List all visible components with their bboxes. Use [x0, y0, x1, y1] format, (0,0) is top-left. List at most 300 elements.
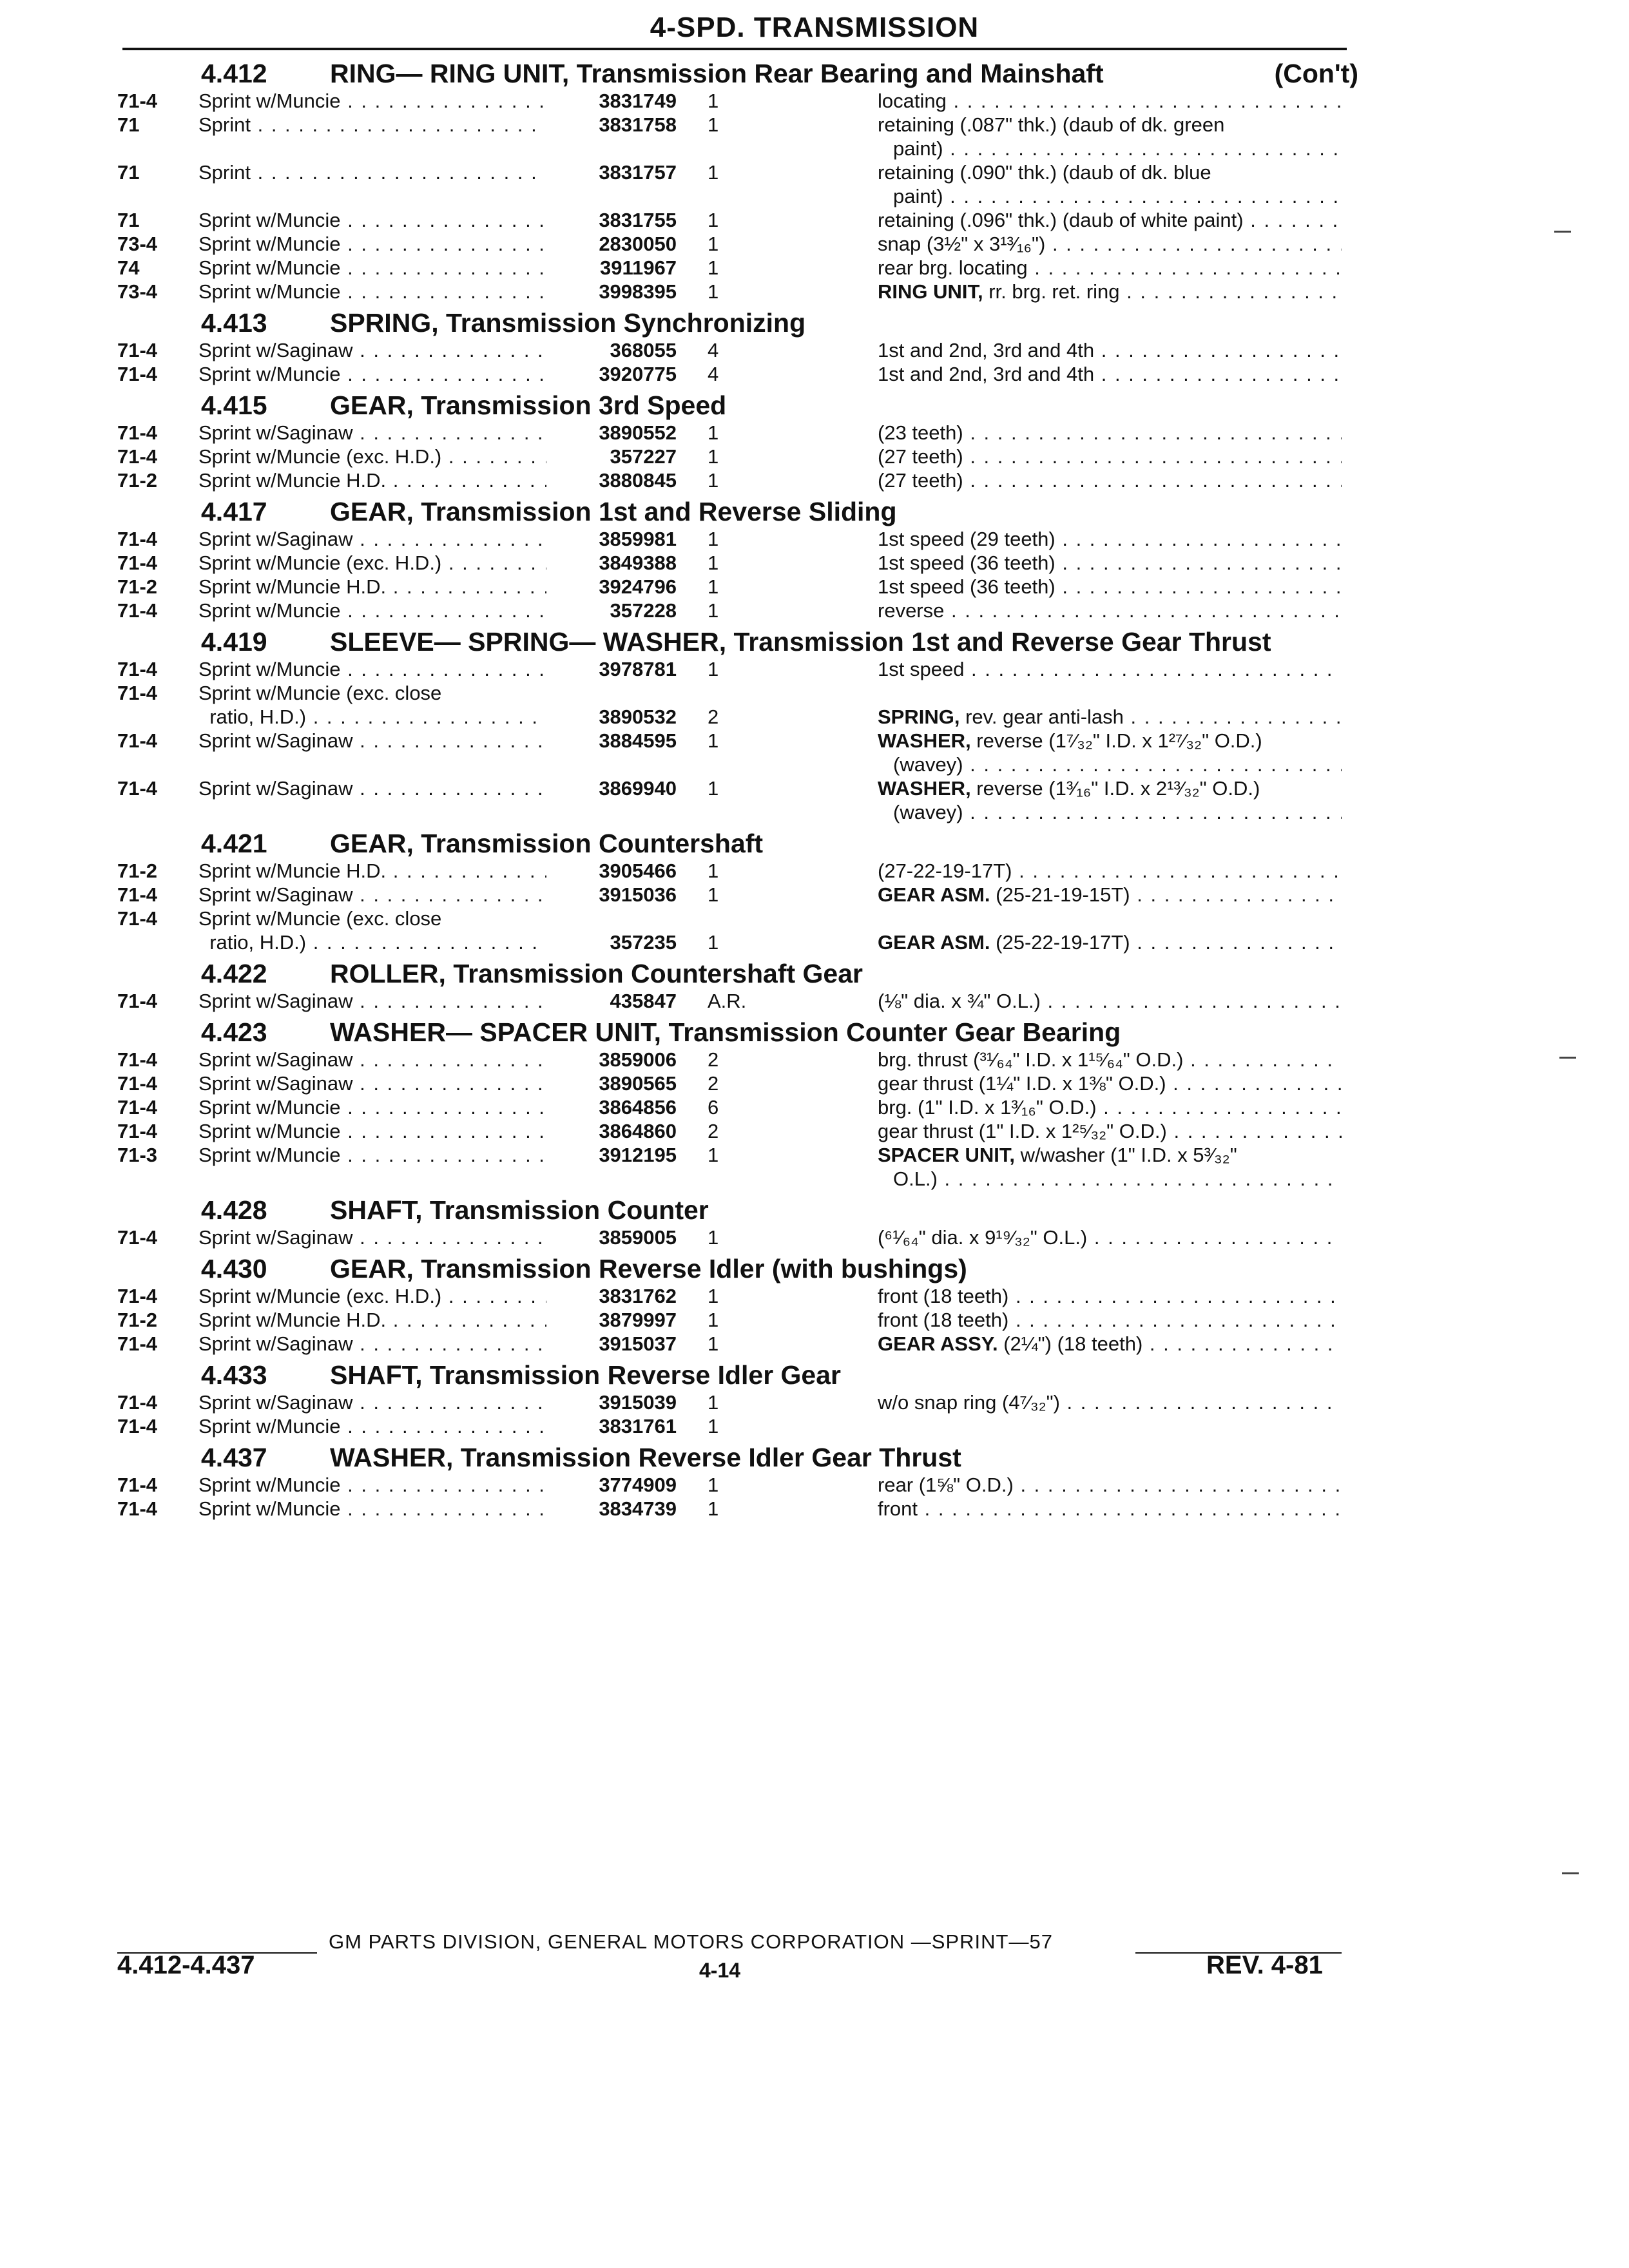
description-text: w/o snap ring (4⁷⁄₃₂")	[878, 1391, 1060, 1414]
part-number: 3905466	[599, 860, 677, 882]
description-text: 1st speed (29 teeth)	[878, 528, 1055, 550]
figure-ref: 71-4	[117, 1072, 158, 1095]
section-4-412	[0, 54, 1629, 303]
description-continuation: (wavey) . . .	[878, 753, 1342, 776]
description-text: (27-22-19-17T)	[878, 860, 1012, 882]
section-heading	[0, 954, 1629, 989]
part-description	[878, 729, 1342, 776]
part-row	[0, 527, 1629, 551]
figure-ref: 71-4	[117, 658, 158, 680]
figure-ref: 71-4	[117, 1415, 158, 1437]
description-text: (23 teeth)	[878, 421, 963, 444]
part-row	[0, 113, 1629, 160]
figure-ref: 73-4	[117, 233, 158, 255]
part-row	[0, 599, 1629, 622]
description-text: (2¼") (18 teeth)	[998, 1332, 1143, 1355]
model-application: Sprint w/Muncie . . .	[198, 1414, 546, 1438]
description-text: rev. gear anti-lash	[959, 706, 1124, 728]
section-4-421	[0, 824, 1629, 954]
part-description	[878, 232, 1342, 256]
part-number: 435847	[610, 990, 677, 1012]
description-text: 1st and 2nd, 3rd and 4th	[878, 363, 1095, 385]
quantity: 1	[708, 90, 719, 112]
part-number: 3998395	[599, 280, 677, 303]
section-heading	[0, 824, 1629, 859]
section-4-430	[0, 1249, 1629, 1356]
model-application: Sprint w/Muncie (exc. H.D.) . . .	[198, 445, 546, 468]
section-4-415	[0, 386, 1629, 492]
part-row	[0, 1225, 1629, 1249]
model-application: Sprint w/Muncie . . .	[198, 1119, 546, 1143]
model-application: Sprint w/Saginaw . . .	[198, 1390, 546, 1414]
part-description	[878, 1225, 1342, 1249]
part-number: 3831755	[599, 209, 677, 231]
part-number: 3834739	[599, 1497, 677, 1520]
part-number: 3890532	[599, 706, 677, 728]
model-application: Sprint w/Muncie . . .	[198, 1497, 546, 1521]
description-keyword: SPRING,	[878, 706, 960, 728]
description-text: w/washer (1" I.D. x 5³⁄₃₂"	[1015, 1144, 1237, 1166]
part-row	[0, 280, 1629, 303]
description-text: snap (3½" x 3¹³⁄₁₆")	[878, 233, 1046, 255]
continued-label: (Con't)	[1274, 59, 1358, 88]
part-number: 3774909	[599, 1474, 677, 1496]
figure-ref: 71-4	[117, 1285, 158, 1307]
part-row	[0, 338, 1629, 362]
quantity: 1	[708, 883, 719, 906]
part-description	[878, 599, 1342, 622]
model-application: Sprint w/Muncie . . .	[198, 1473, 546, 1497]
model-application: Sprint w/Saginaw . . .	[198, 338, 546, 362]
quantity: 1	[708, 1497, 719, 1520]
model-application: Sprint w/Muncie . . .	[198, 1143, 546, 1167]
quantity: 1	[708, 469, 719, 492]
model-application: Sprint w/Muncie . . .	[198, 1095, 546, 1119]
figure-ref: 71-4	[117, 990, 158, 1012]
part-description	[878, 1072, 1342, 1095]
part-row	[0, 256, 1629, 280]
figure-ref: 71-4	[117, 528, 158, 550]
figure-ref: 71-4	[117, 729, 158, 752]
model-application: Sprint w/Muncie H.D. . . .	[198, 575, 546, 599]
quantity: 1	[708, 209, 719, 231]
part-number: 357228	[610, 599, 677, 622]
quantity: 1	[708, 1332, 719, 1355]
part-row	[0, 1332, 1629, 1356]
model-application: Sprint w/Muncie (exc. close	[198, 907, 442, 930]
section-number: 4.421	[201, 829, 267, 858]
section-title: WASHER— SPACER UNIT, Transmission Counter Gear Bearing	[330, 1017, 1121, 1047]
part-number: 3864860	[599, 1120, 677, 1142]
part-description	[878, 113, 1342, 160]
quantity: 1	[708, 1309, 719, 1331]
section-title: GEAR, Transmission 3rd Speed	[330, 390, 727, 420]
quantity: 1	[708, 1226, 719, 1249]
description-text: front (18 teeth)	[878, 1309, 1009, 1331]
description-continuation: (wavey) . . .	[878, 800, 1342, 824]
section-4-423	[0, 1013, 1629, 1191]
quantity: 2	[708, 1048, 719, 1071]
part-number: 3890565	[599, 1072, 677, 1095]
part-description	[878, 208, 1342, 232]
figure-ref: 71-4	[117, 599, 158, 622]
section-heading	[0, 303, 1629, 338]
section-4-433	[0, 1356, 1629, 1438]
description-continuation: paint) . . .	[878, 184, 1342, 208]
model-application: Sprint w/Saginaw . . .	[198, 527, 546, 551]
section-heading	[0, 492, 1629, 527]
figure-ref: 71-4	[117, 445, 158, 468]
part-number: 3859006	[599, 1048, 677, 1071]
part-description	[878, 421, 1342, 445]
model-application: Sprint . . .	[198, 113, 546, 137]
description-text: 1st speed (36 teeth)	[878, 575, 1055, 598]
description-keyword: GEAR ASM.	[878, 883, 990, 906]
figure-ref: 71-2	[117, 469, 158, 492]
part-row	[0, 575, 1629, 599]
part-description	[878, 1497, 1342, 1521]
footer-division: GM PARTS DIVISION, GENERAL MOTORS CORPORATION —SPRINT—57	[329, 1930, 1053, 1953]
description-continuation: O.L.) . . .	[878, 1167, 1342, 1191]
part-row	[0, 421, 1629, 445]
part-row	[0, 1119, 1629, 1143]
section-heading	[0, 1356, 1629, 1390]
part-number: 3879997	[599, 1309, 677, 1331]
section-4-437	[0, 1438, 1629, 1521]
part-description	[878, 468, 1342, 492]
description-text: front (18 teeth)	[878, 1285, 1009, 1307]
description-text: reverse (1³⁄₁₆" I.D. x 2¹³⁄₃₂" O.D.)	[970, 777, 1260, 800]
description-text: retaining (.096" thk.) (daub of white paint)	[878, 209, 1244, 231]
description-keyword: WASHER,	[878, 777, 971, 800]
part-number: 357235	[610, 931, 677, 954]
figure-ref: 71-4	[117, 1226, 158, 1249]
model-application: Sprint w/Saginaw . . .	[198, 883, 546, 907]
section-title: GEAR, Transmission Countershaft	[330, 829, 764, 858]
figure-ref: 71-4	[117, 363, 158, 385]
part-description	[878, 1095, 1342, 1119]
part-number: 3831758	[599, 113, 677, 136]
description-text: 1st speed (36 teeth)	[878, 552, 1055, 574]
part-description	[878, 256, 1342, 280]
part-description	[878, 883, 1342, 907]
quantity: 1	[708, 161, 719, 184]
model-application: Sprint w/Muncie . . .	[198, 208, 546, 232]
section-title: WASHER, Transmission Reverse Idler Gear Thrust	[330, 1443, 961, 1472]
model-application: Sprint w/Saginaw . . .	[198, 1332, 546, 1356]
description-keyword: WASHER,	[878, 729, 971, 752]
model-application: Sprint w/Muncie (exc. H.D.) . . .	[198, 551, 546, 575]
part-row	[0, 729, 1629, 776]
part-row	[0, 232, 1629, 256]
part-number: 368055	[610, 339, 677, 361]
figure-ref: 71-2	[117, 1309, 158, 1331]
description-text: brg. (1" I.D. x 1³⁄₁₆" O.D.)	[878, 1096, 1097, 1119]
part-description	[878, 362, 1342, 386]
model-application: Sprint w/Muncie H.D. . . .	[198, 468, 546, 492]
part-number: 3915037	[599, 1332, 677, 1355]
part-row	[0, 930, 1629, 954]
description-text: brg. thrust (³¹⁄₆₄" I.D. x 1¹⁵⁄₆₄" O.D.)	[878, 1048, 1184, 1071]
model-application: Sprint w/Muncie . . .	[198, 362, 546, 386]
part-number: 3849388	[599, 552, 677, 574]
part-number: 3884595	[599, 729, 677, 752]
part-number: 2830050	[599, 233, 677, 255]
quantity: 1	[708, 575, 719, 598]
part-row	[0, 1414, 1629, 1438]
section-title: GEAR, Transmission Reverse Idler (with bushings)	[330, 1254, 967, 1283]
description-text: (27 teeth)	[878, 445, 963, 468]
description-text: (25-21-19-15T)	[990, 883, 1130, 906]
model-application: Sprint w/Saginaw . . .	[198, 1225, 546, 1249]
figure-ref: 71-4	[117, 1497, 158, 1520]
section-title: ROLLER, Transmission Countershaft Gear	[330, 959, 863, 988]
margin-mark	[1559, 1057, 1576, 1059]
quantity: 1	[708, 280, 719, 303]
part-row	[0, 1048, 1629, 1072]
model-application: Sprint . . .	[198, 160, 546, 184]
quantity: 1	[708, 599, 719, 622]
section-number: 4.412	[201, 59, 267, 88]
part-number: 3831757	[599, 161, 677, 184]
part-number: 3912195	[599, 1144, 677, 1166]
description-text: retaining (.090" thk.) (daub of dk. blue	[878, 161, 1211, 184]
model-application: Sprint w/Muncie (exc. H.D.) . . .	[198, 1284, 546, 1308]
part-description	[878, 1332, 1342, 1356]
model-application: Sprint w/Muncie H.D. . . .	[198, 859, 546, 883]
quantity: 1	[708, 1474, 719, 1496]
description-keyword: RING UNIT,	[878, 280, 983, 303]
figure-ref: 71-4	[117, 339, 158, 361]
part-number: 357227	[610, 445, 677, 468]
part-description	[878, 1119, 1342, 1143]
quantity: 1	[708, 421, 719, 444]
part-description	[878, 930, 1342, 954]
model-application: Sprint w/Muncie . . .	[198, 89, 546, 113]
section-title: RING— RING UNIT, Transmission Rear Bearing and Mainshaft	[330, 59, 1104, 88]
section-heading	[0, 54, 1629, 89]
quantity: 1	[708, 777, 719, 800]
part-description	[878, 1284, 1342, 1308]
figure-ref: 73-4	[117, 280, 158, 303]
model-application: Sprint w/Saginaw . . .	[198, 729, 546, 753]
section-number: 4.437	[201, 1443, 267, 1472]
figure-ref: 71	[117, 113, 140, 136]
description-keyword: SPACER UNIT,	[878, 1144, 1016, 1166]
figure-ref: 71	[117, 209, 140, 231]
part-description	[878, 89, 1342, 113]
part-number: 3880845	[599, 469, 677, 492]
section-number: 4.417	[201, 497, 267, 526]
quantity: A.R.	[708, 990, 747, 1012]
part-description	[878, 859, 1342, 883]
section-4-422	[0, 954, 1629, 1013]
part-description	[878, 1308, 1342, 1332]
figure-ref: 71	[117, 161, 140, 184]
figure-ref: 71-4	[117, 1096, 158, 1119]
part-number: 3831749	[599, 90, 677, 112]
description-keyword: GEAR ASSY.	[878, 1332, 998, 1355]
part-row	[0, 1497, 1629, 1521]
part-row	[0, 989, 1629, 1013]
part-description	[878, 1143, 1342, 1191]
quantity: 4	[708, 339, 719, 361]
figure-ref: 74	[117, 256, 140, 279]
part-description	[878, 776, 1342, 824]
part-number: 3924796	[599, 575, 677, 598]
quantity: 1	[708, 445, 719, 468]
part-row	[0, 907, 1629, 930]
part-number: 3978781	[599, 658, 677, 680]
model-application: Sprint w/Saginaw . . .	[198, 776, 546, 800]
model-application: Sprint w/Saginaw . . .	[198, 1072, 546, 1095]
section-number: 4.428	[201, 1195, 267, 1225]
description-text: rr. brg. ret. ring	[983, 280, 1120, 303]
part-description	[878, 705, 1342, 729]
figure-ref: 71-4	[117, 682, 158, 704]
model-application: Sprint w/Saginaw . . .	[198, 989, 546, 1013]
description-text: rear (1⅝" O.D.)	[878, 1474, 1014, 1496]
section-number: 4.413	[201, 308, 267, 338]
quantity: 1	[708, 1285, 719, 1307]
part-description	[878, 657, 1342, 681]
description-text: rear brg. locating	[878, 256, 1028, 279]
section-4-419	[0, 622, 1629, 824]
section-heading	[0, 1438, 1629, 1473]
figure-ref: 71-4	[117, 1332, 158, 1355]
description-text: gear thrust (1" I.D. x 1²⁵⁄₃₂" O.D.)	[878, 1120, 1167, 1142]
figure-ref: 71-4	[117, 1048, 158, 1071]
part-row	[0, 1284, 1629, 1308]
part-row	[0, 362, 1629, 386]
part-row	[0, 1143, 1629, 1191]
section-heading	[0, 1013, 1629, 1048]
description-text: (25-22-19-17T)	[990, 931, 1130, 954]
model-application: Sprint w/Muncie . . .	[198, 256, 546, 280]
description-text: reverse	[878, 599, 945, 622]
quantity: 1	[708, 113, 719, 136]
quantity: 1	[708, 552, 719, 574]
figure-ref: 71-2	[117, 860, 158, 882]
section-title: SHAFT, Transmission Counter	[330, 1195, 709, 1225]
figure-ref: 71-3	[117, 1144, 158, 1166]
part-number: 3915039	[599, 1391, 677, 1414]
quantity: 1	[708, 256, 719, 279]
section-heading	[0, 1191, 1629, 1225]
figure-ref: 71-4	[117, 1391, 158, 1414]
quantity: 2	[708, 1120, 719, 1142]
footer-page-number: 4-14	[699, 1959, 741, 1982]
description-text: 1st and 2nd, 3rd and 4th	[878, 339, 1095, 361]
quantity: 2	[708, 706, 719, 728]
part-number: 3890552	[599, 421, 677, 444]
quantity: 4	[708, 363, 719, 385]
part-description	[878, 989, 1342, 1013]
section-4-413	[0, 303, 1629, 386]
part-number: 3920775	[599, 363, 677, 385]
part-description	[878, 445, 1342, 468]
part-number: 3831762	[599, 1285, 677, 1307]
description-text: retaining (.087" thk.) (daub of dk. green	[878, 113, 1225, 136]
part-row	[0, 883, 1629, 907]
model-application: Sprint w/Saginaw . . .	[198, 421, 546, 445]
part-description	[878, 338, 1342, 362]
section-heading	[0, 622, 1629, 657]
section-number: 4.422	[201, 959, 267, 988]
part-row	[0, 208, 1629, 232]
figure-ref: 71-4	[117, 421, 158, 444]
model-application: ratio, H.D.) . . .	[198, 705, 546, 729]
part-row	[0, 160, 1629, 208]
part-row	[0, 657, 1629, 681]
quantity: 1	[708, 1391, 719, 1414]
description-text: (⅛" dia. x ¾" O.L.)	[878, 990, 1041, 1012]
margin-mark	[1554, 231, 1571, 233]
part-description	[878, 551, 1342, 575]
part-description	[878, 1390, 1342, 1414]
part-description	[878, 280, 1342, 303]
description-text: 1st speed	[878, 658, 965, 680]
model-application: Sprint w/Muncie . . .	[198, 280, 546, 303]
part-row	[0, 89, 1629, 113]
model-application: Sprint w/Muncie (exc. close	[198, 682, 442, 704]
section-heading	[0, 1249, 1629, 1284]
description-continuation: paint) . . .	[878, 137, 1342, 160]
description-text: locating	[878, 90, 947, 112]
section-4-417	[0, 492, 1629, 622]
part-number: 3864856	[599, 1096, 677, 1119]
model-application: Sprint w/Muncie H.D. . . .	[198, 1308, 546, 1332]
figure-ref: 71-4	[117, 1474, 158, 1496]
figure-ref: 71-4	[117, 90, 158, 112]
figure-ref: 71-4	[117, 777, 158, 800]
part-number: 3859005	[599, 1226, 677, 1249]
part-row	[0, 1390, 1629, 1414]
part-row	[0, 859, 1629, 883]
part-number: 3915036	[599, 883, 677, 906]
part-description	[878, 575, 1342, 599]
part-row	[0, 705, 1629, 729]
part-description	[878, 1048, 1342, 1072]
part-row	[0, 551, 1629, 575]
margin-mark	[1562, 1872, 1579, 1874]
section-title: GEAR, Transmission 1st and Reverse Sliding	[330, 497, 897, 526]
description-text: (⁶¹⁄₆₄" dia. x 9¹⁹⁄₃₂" O.L.)	[878, 1226, 1088, 1249]
part-description	[878, 160, 1342, 208]
section-title: SLEEVE— SPRING— WASHER, Transmission 1st and Reverse Gear Thrust	[330, 627, 1271, 657]
section-title: SPRING, Transmission Synchronizing	[330, 308, 806, 338]
description-keyword: GEAR ASM.	[878, 931, 990, 954]
part-number: 3869940	[599, 777, 677, 800]
section-number: 4.430	[201, 1254, 267, 1283]
figure-ref: 71-4	[117, 883, 158, 906]
part-row	[0, 776, 1629, 824]
section-number: 4.423	[201, 1017, 267, 1047]
section-title: SHAFT, Transmission Reverse Idler Gear	[330, 1360, 841, 1390]
part-row	[0, 1072, 1629, 1095]
description-text: front	[878, 1497, 918, 1520]
quantity: 1	[708, 1144, 719, 1166]
part-row	[0, 1308, 1629, 1332]
quantity: 1	[708, 233, 719, 255]
part-description	[878, 527, 1342, 551]
part-number: 3859981	[599, 528, 677, 550]
quantity: 2	[708, 1072, 719, 1095]
section-number: 4.415	[201, 390, 267, 420]
title-rule	[122, 48, 1347, 50]
figure-ref: 71-4	[117, 907, 158, 930]
model-application: Sprint w/Muncie . . .	[198, 599, 546, 622]
